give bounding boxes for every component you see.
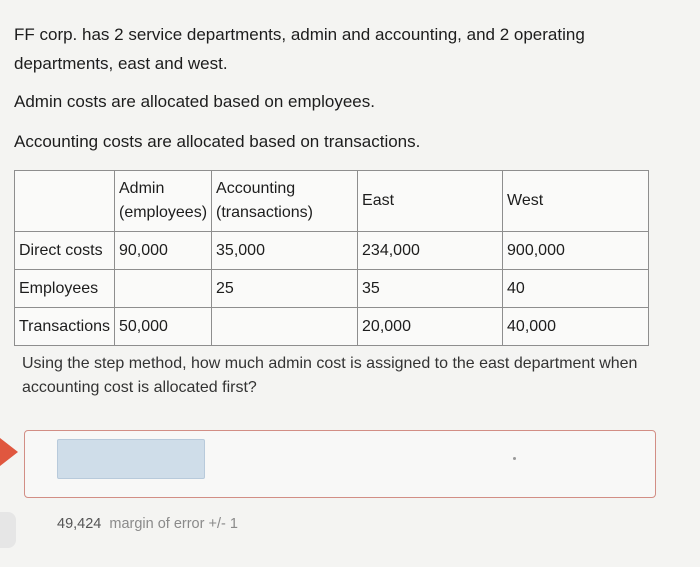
header-west: West [503,171,649,232]
header-admin [115,171,212,232]
answer-input[interactable] [57,439,205,479]
cell-west: 900,000 [503,232,649,270]
row-label: Transactions [15,308,115,346]
table-row-direct-costs [15,232,649,270]
question-text: Using the step method, how much admin cost is assigned to the east department when accounting cost is allocated first? [22,355,638,396]
cell-west: 40 [503,270,649,308]
row-label: Employees [15,270,115,308]
cell-accounting: 25 [212,270,358,308]
intro-line-2: Admin costs are allocated based on employees. [14,92,375,111]
header-accounting [212,171,358,232]
table-row-transactions [15,308,649,346]
feedback-toggle-tab[interactable] [0,512,16,548]
cell-admin [115,270,212,308]
header-empty-cell [15,171,115,232]
cell-accounting [212,308,358,346]
table-row-employees [15,270,649,308]
cell-east: 234,000 [358,232,503,270]
cell-admin: 90,000 [115,232,212,270]
cell-west: 40,000 [503,308,649,346]
answer-container [24,430,656,498]
header-admin-line2: (employees) [119,204,208,221]
cell-east: 35 [358,270,503,308]
problem-statement [14,20,654,167]
answer-dot [513,457,516,460]
row-label: Direct costs [15,232,115,270]
header-accounting-line1: Accounting [216,180,296,197]
answer-feedback [57,516,238,532]
intro-line-3: Accounting costs are allocated based on transactions. [14,132,421,151]
header-admin-line1: Admin [119,180,165,197]
margin-of-error-text: margin of error +/- 1 [109,516,238,532]
cell-admin: 50,000 [115,308,212,346]
header-east: East [358,171,503,232]
cell-accounting: 35,000 [212,232,358,270]
header-accounting-line2: (transactions) [216,204,313,221]
question-status-marker [0,438,18,466]
correct-answer-value: 49,424 [57,516,102,532]
intro-line-1: FF corp. has 2 service departments, admin and accounting, and 2 operating departments, east and west. [14,25,585,73]
cost-data-table [14,170,649,346]
table-header-row [15,171,649,232]
cell-east: 20,000 [358,308,503,346]
